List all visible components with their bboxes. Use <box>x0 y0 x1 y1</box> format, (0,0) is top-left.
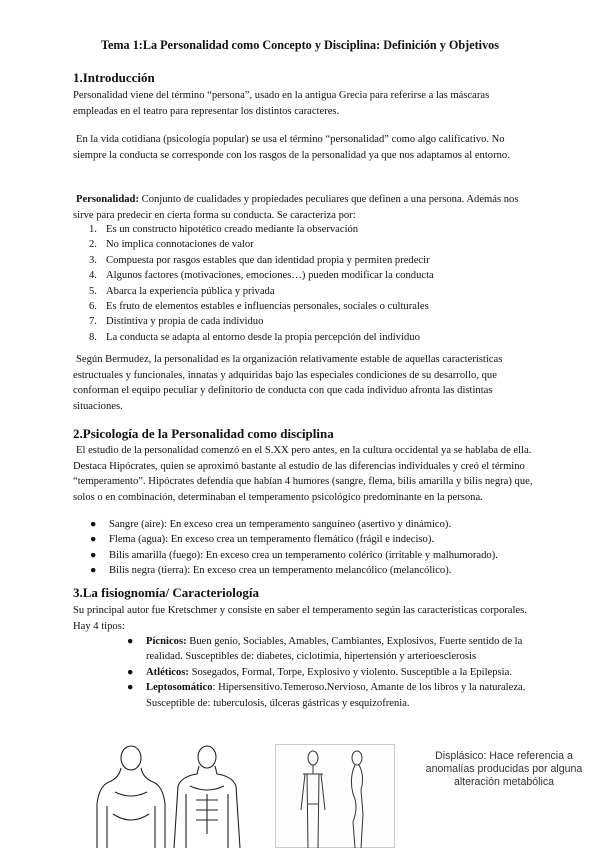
list-item-number: 4. <box>89 270 97 282</box>
picnic-body-figure <box>95 744 167 848</box>
humor-item <box>90 548 560 563</box>
list-item <box>73 284 533 299</box>
page-title: Tema 1:La Personalidad como Concepto y Disciplina: Definición y Objetivos <box>100 38 499 52</box>
bullet-icon: ● <box>90 549 97 561</box>
kretschmer-paragraph: Su principal autor fue Kretschmer y consiste en saber el temperamento según las características corporales. Hay 4 tipos: <box>73 605 527 632</box>
characteristics-list <box>73 222 533 345</box>
humor-text: Sangre (aire): En exceso crea un temperamento sanguíneo (asertivo y dinámico). <box>109 519 452 530</box>
list-item-text: Compuesta por rasgos estables que dan identidad propia y permiten predecir <box>106 254 430 266</box>
section-2-heading: 2.Psicología de la Personalidad como disciplina <box>73 426 334 441</box>
body-type-item <box>127 680 537 711</box>
leptosomatic-displastic-figures <box>275 744 395 848</box>
bullet-icon: ● <box>127 636 134 647</box>
list-item-text: Abarca la experiencia pública y privada <box>106 285 275 297</box>
bullet-icon: ● <box>90 565 97 577</box>
list-item-number: 1. <box>89 224 97 235</box>
section-1-heading: 1.Introducción <box>73 70 155 85</box>
humor-item <box>90 517 560 532</box>
displastic-caption: Displásico: Hace referencia a anomalías producidas por alguna alteración metabólica <box>425 750 583 788</box>
humor-item <box>90 532 560 547</box>
body-type-text: : Hipersensitivo.Temeroso.Nervioso, Amante de los libros y la naturaleza. Susceptible de: tuberculosis, úlceras gástricas y esquizofrenia. <box>146 682 526 709</box>
list-item-text: Es un constructo hipotético creado mediante la observación <box>106 224 359 235</box>
list-item-number: 2. <box>89 239 97 251</box>
intro-paragraph-2: En la vida cotidiana (psicología popular) se usa el término “personalidad” como algo calificativo. No siempre la conducta se corresponde con los rasgos de la personalidad ya que nos adaptamos al entorno. <box>73 134 510 161</box>
personality-definition <box>73 192 533 223</box>
humors-list <box>90 517 560 579</box>
list-item-text: Es fruto de elementos estables e influencias personales, sociales o culturales <box>106 301 429 313</box>
list-item <box>73 299 533 314</box>
athletic-body-figure <box>172 744 242 848</box>
list-item <box>73 253 533 268</box>
bermudez-definition: Según Bermudez, la personalidad es la organización relativamente estable de aquellas características estructuales y funcionales, innatas y adquiridas bajo las especiales condiciones de su desarrollo, que conforman el equipo peculiar y definitorio de conducta con que cada individuo afronta las distintas situaciones. <box>73 354 503 412</box>
list-item <box>73 237 533 252</box>
definition-term: Personalidad: <box>76 194 139 205</box>
list-item-number: 3. <box>89 254 97 266</box>
list-item <box>73 330 533 345</box>
list-item-number: 8. <box>89 331 97 343</box>
body-types-list <box>127 634 537 711</box>
hippocrates-paragraph: El estudio de la personalidad comenzó en el S.XX pero antes, en la cultura occidental ya se hablaba de ella. Destaca Hipócrates, quien se aproximó bastante al estudio de las diferencias individuales y creó el término “temperamento”. Hipócrates defendía que habían 4 humores (sangre, flema, bilis amarilla y bilis negra) que, solos o en combinación, determinaban el temperamento psicológico predominante en la persona. <box>73 445 533 503</box>
humor-text: Bilis negra (tierra): En exceso crea un temperamento melancólico (melancólico). <box>109 565 452 577</box>
list-item <box>73 268 533 283</box>
bullet-icon: ● <box>127 666 134 678</box>
bullet-icon: ● <box>90 534 97 546</box>
body-type-text: Sosegados, Formal, Torpe, Explosivo y violento. Susceptible a la Epilepsia. <box>188 666 512 678</box>
intro-paragraph-1: Personalidad viene del término “persona”, usado en la antigua Grecia para referirse a las máscaras empleadas en el teatro para representar los distintos caracteres. <box>73 90 490 117</box>
list-item-number: 7. <box>89 316 97 328</box>
list-item-text: La conducta se adapta al entorno desde la propia percepción del individuo <box>106 331 420 343</box>
body-type-name: Atléticos: <box>146 666 189 678</box>
list-item-text: Distintiva y propia de cada individuo <box>106 316 264 328</box>
body-type-text: Buen genio, Sociables, Amables, Cambiantes, Explosivos, Fuerte sentido de la realidad. Susceptibles de: diabetes, ciclotimia, hipertensión y arterioesclerosis <box>146 636 523 663</box>
humor-text: Flema (agua): En exceso crea un temperamento flemático (frágil e indeciso). <box>109 534 435 546</box>
body-type-item <box>127 665 537 680</box>
definition-text: Conjunto de cualidades y propiedades peculiares que definen a una persona. Además nos sirve para predecir en cierta forma su conducta. Se caracteriza por: <box>73 194 519 221</box>
list-item-text: No implica connotaciones de valor <box>106 239 254 251</box>
list-item <box>73 314 533 329</box>
list-item-text: Algunos factores (motivaciones, emociones…) pueden modificar la conducta <box>106 270 434 282</box>
humor-item <box>90 563 560 578</box>
humor-text: Bilis amarilla (fuego): En exceso crea un temperamento colérico (irritable y malhumorado). <box>109 549 498 561</box>
list-item <box>73 222 533 237</box>
bullet-icon: ● <box>90 519 97 530</box>
body-type-item <box>127 634 537 665</box>
body-type-name: Pícnicos: <box>146 636 187 647</box>
section-3-heading: 3.La fisiognomía/ Caracteriología <box>73 585 259 600</box>
body-type-name: Leptosomático <box>146 682 213 694</box>
list-item-number: 5. <box>89 285 97 297</box>
list-item-number: 6. <box>89 301 97 313</box>
bullet-icon: ● <box>127 682 134 694</box>
